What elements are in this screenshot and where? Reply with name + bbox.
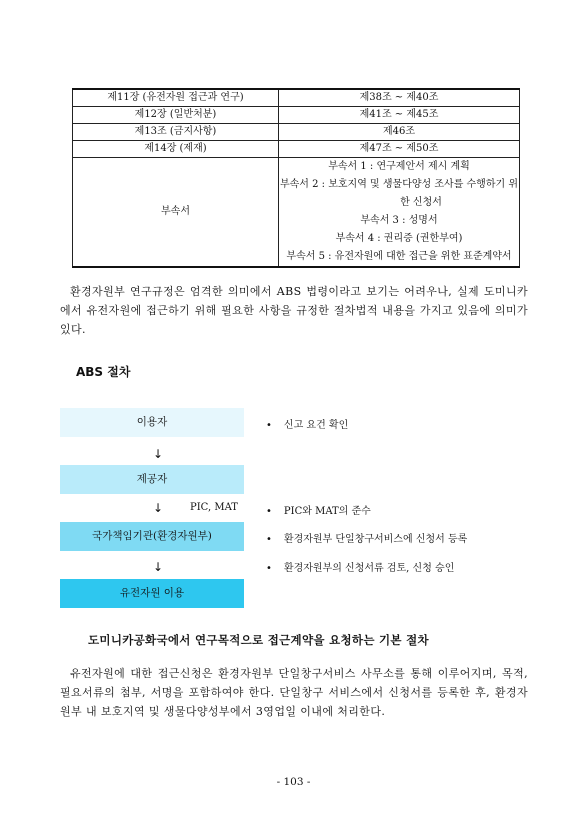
table-row <box>73 158 520 268</box>
articles-cell: 제41조 ~ 제45조 <box>279 107 520 124</box>
annex-label-cell: 부속서 <box>73 158 279 268</box>
annex-item: 부속서 1 : 연구제안서 제시 계획 <box>328 161 470 172</box>
section-heading-abs: ABS 절차 <box>76 365 131 379</box>
table-row <box>73 89 520 107</box>
flow-bullet <box>266 530 467 545</box>
flow-bullet <box>266 502 371 517</box>
flow-box-utilization: 유전자원 이용 <box>60 579 244 608</box>
table-row <box>73 107 520 124</box>
down-arrow-icon: ↓ <box>153 501 164 515</box>
chapter-cell: 제12장 (일반처분) <box>73 107 279 124</box>
annex-list-cell <box>279 158 520 268</box>
flow-bullet <box>266 559 454 574</box>
articles-cell: 제38조 ~ 제40조 <box>279 89 520 107</box>
chapter-cell: 제11장 (유전자원 접근과 연구) <box>73 89 279 107</box>
pic-mat-label: PIC, MAT <box>190 502 238 513</box>
body-paragraph: 유전자원에 대한 접근신청은 환경자원부 단일창구서비스 사무소를 통해 이루어지며, 목적, 필요서류의 첨부, 서명을 포함하여야 한다. 단일창구 서비스에서 신청서를 등록한 후, 환경자원부 내 보호지역 및 생물다양성부에서 3영업일 이내에 처리한다. <box>60 667 528 718</box>
bullet-icon: • <box>266 534 272 545</box>
articles-cell: 제46조 <box>279 124 520 141</box>
bullet-text: PIC와 MAT의 준수 <box>283 506 371 517</box>
flow-bullet <box>266 416 348 431</box>
bullet-icon: • <box>266 420 272 431</box>
bullet-text: 환경자원부 단일창구서비스에 신청서 등록 <box>283 534 468 545</box>
flow-box-user: 이용자 <box>60 408 244 437</box>
annex-item-continuation: 한 신청서 <box>400 197 442 208</box>
bullet-icon: • <box>266 506 272 517</box>
articles-cell: 제47조 ~ 제50조 <box>279 141 520 158</box>
bullet-text: 신고 요건 확인 <box>283 420 349 431</box>
flow-box-authority: 국가책임기관(환경자원부) <box>60 522 244 551</box>
chapter-cell: 제13조 (금지사항) <box>73 124 279 141</box>
chapter-table <box>72 88 520 268</box>
annex-item: 부속서 4 : 권리증 (권한부여) <box>335 233 463 244</box>
flow-box-provider: 제공자 <box>60 465 244 494</box>
section-heading-procedure: 도미니카공화국에서 연구목적으로 접근계약을 요청하는 기본 절차 <box>88 633 429 647</box>
body-paragraph: 환경자원부 연구규정은 엄격한 의미에서 ABS 법령이라고 보기는 어려우나, 실제 도미니카에서 유전자원에 접근하기 위해 필요한 사항을 규정한 절차법적 내용을 가지고 있음에 의미가 있다. <box>60 285 528 336</box>
table-row <box>73 141 520 158</box>
table-row <box>73 124 520 141</box>
page-number: - 103 - <box>276 776 311 788</box>
down-arrow-icon: ↓ <box>153 447 164 461</box>
annex-item: 부속서 5 : 유전자원에 대한 접근을 위한 표준계약서 <box>286 251 512 262</box>
annex-item: 부속서 3 : 성명서 <box>360 215 438 226</box>
bullet-text: 환경자원부의 신청서류 검토, 신청 승인 <box>283 563 455 574</box>
chapter-cell: 제14장 (제재) <box>73 141 279 158</box>
annex-item: 부속서 2 : 보호지역 및 생물다양성 조사를 수행하기 위 <box>279 179 519 190</box>
bullet-icon: • <box>266 563 272 574</box>
down-arrow-icon: ↓ <box>153 560 164 574</box>
